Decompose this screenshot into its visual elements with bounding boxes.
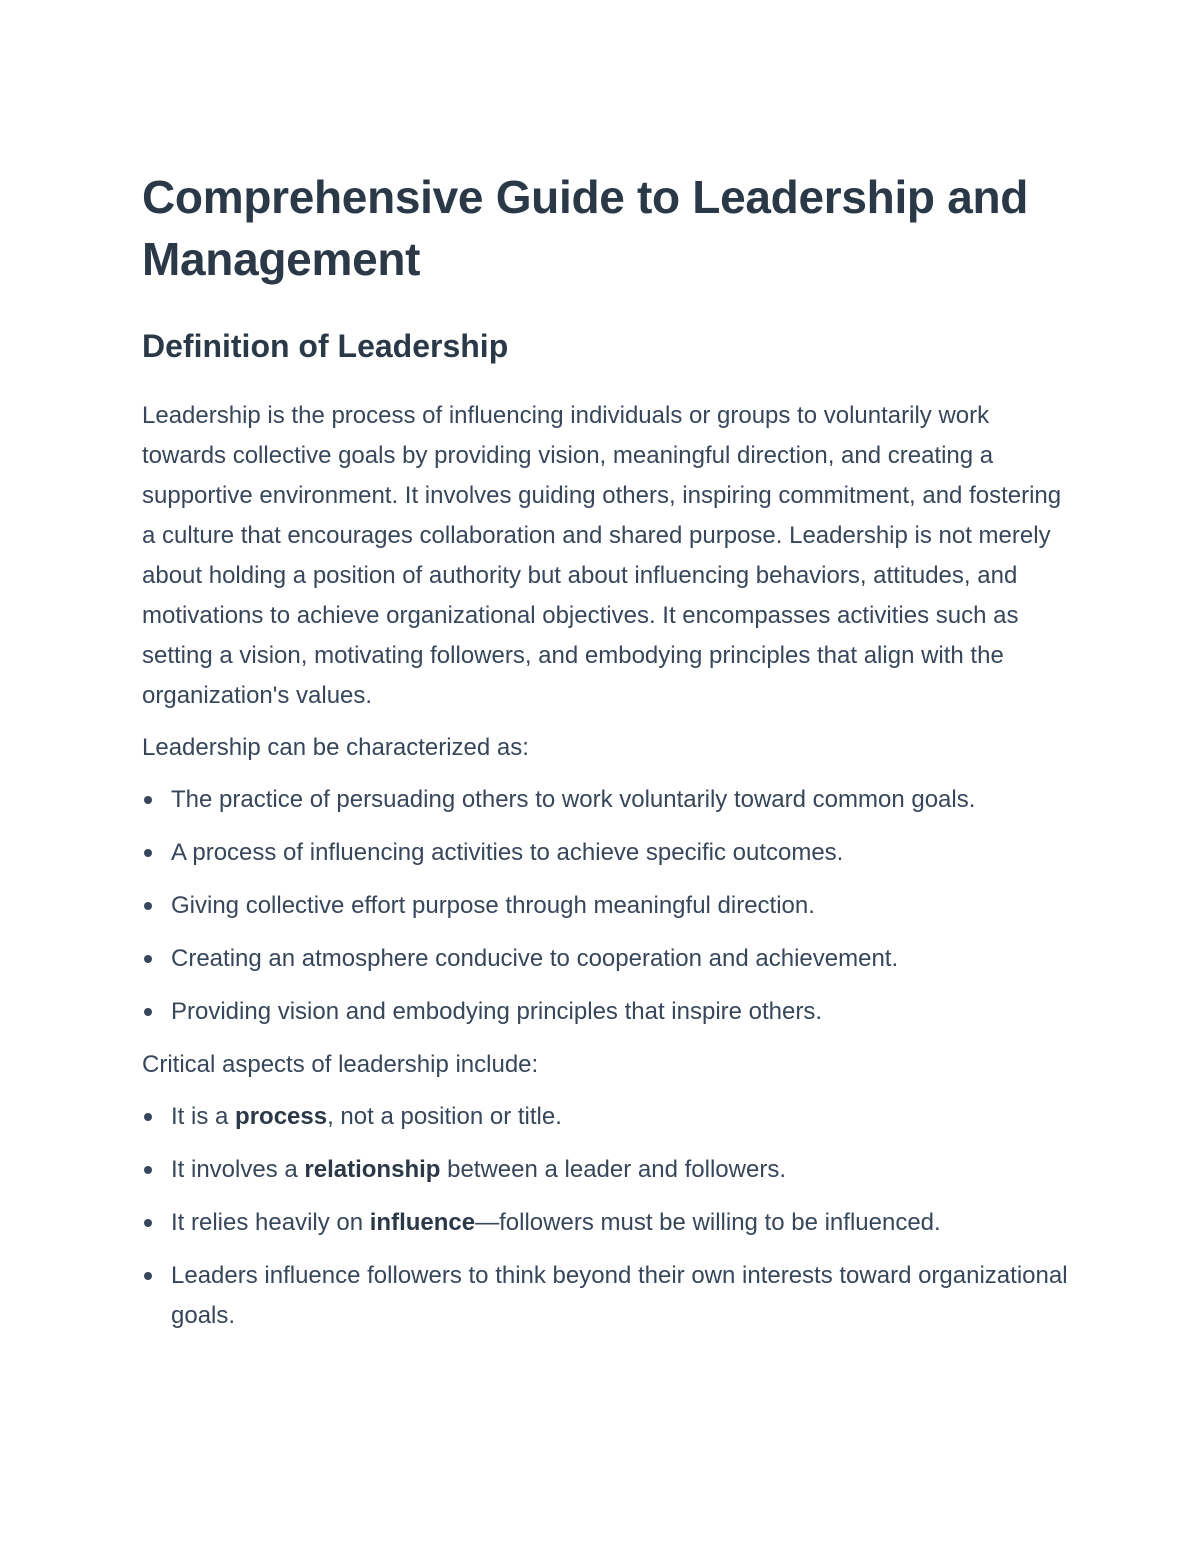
bullet-icon [144, 1008, 152, 1016]
critical-list [142, 1097, 1072, 1336]
critical-lead: Critical aspects of leadership include: [142, 1051, 539, 1078]
list-item-bold: influence [369, 1209, 476, 1236]
list-item-text-after: , not a position or title. [327, 1103, 562, 1130]
characterized-lead: Leadership can be characterized as: [142, 734, 529, 761]
list-item-text-before: Leaders influence followers to think beyond their own interests toward organizational goals. [171, 1262, 1068, 1329]
bullet-icon [144, 849, 152, 857]
list-item [142, 1256, 1072, 1336]
list-item [142, 939, 1072, 979]
list-item-text: The practice of persuading others to work voluntarily toward common goals. [171, 786, 976, 813]
list-item-text: Giving collective effort purpose through meaningful direction. [171, 892, 815, 919]
list-item-text-before: It involves a [171, 1156, 305, 1183]
list-item [142, 1097, 1072, 1137]
characterized-list [142, 780, 1072, 1032]
bullet-icon [144, 902, 152, 910]
section-heading: Definition of Leadership [142, 328, 509, 364]
list-item-text: A process of influencing activities to achieve specific outcomes. [171, 839, 844, 866]
list-item [142, 992, 1072, 1032]
document-page [142, 166, 1072, 1349]
bullet-icon [144, 1166, 152, 1174]
list-item-bold: process [235, 1103, 328, 1130]
bullet-icon [144, 955, 152, 963]
list-item-text-after: between a leader and followers. [440, 1156, 786, 1183]
list-item [142, 886, 1072, 926]
list-item-text-after: —followers must be willing to be influenced. [475, 1209, 941, 1236]
list-item-text: Creating an atmosphere conducive to cooperation and achievement. [171, 945, 899, 972]
list-item [142, 1150, 1072, 1190]
list-item-text-before: It relies heavily on [171, 1209, 370, 1236]
list-item [142, 833, 1072, 873]
list-item-bold: relationship [304, 1156, 441, 1183]
list-item [142, 1203, 1072, 1243]
list-item [142, 780, 1072, 820]
document-title: Comprehensive Guide to Leadership and Management [142, 171, 1029, 285]
definition-paragraph: Leadership is the process of influencing individuals or groups to voluntarily work towards collective goals by providing vision, meaningful direction, and creating a supportive environment. It involves guiding others, inspiring commitment, and fostering a culture that encourages collaboration and shared purpose. Leadership is not merely about holding a position of authority but about influencing behaviors, attitudes, and motivations to achieve organizational objectives. It encompasses activities such as setting a vision, motivating followers, and embodying principles that align with the organization's values. [142, 402, 1062, 709]
bullet-icon [144, 1272, 152, 1280]
bullet-icon [144, 1219, 152, 1227]
list-item-text-before: It is a [171, 1103, 236, 1130]
bullet-icon [144, 796, 152, 804]
list-item-text: Providing vision and embodying principles that inspire others. [171, 998, 823, 1025]
bullet-icon [144, 1113, 152, 1121]
